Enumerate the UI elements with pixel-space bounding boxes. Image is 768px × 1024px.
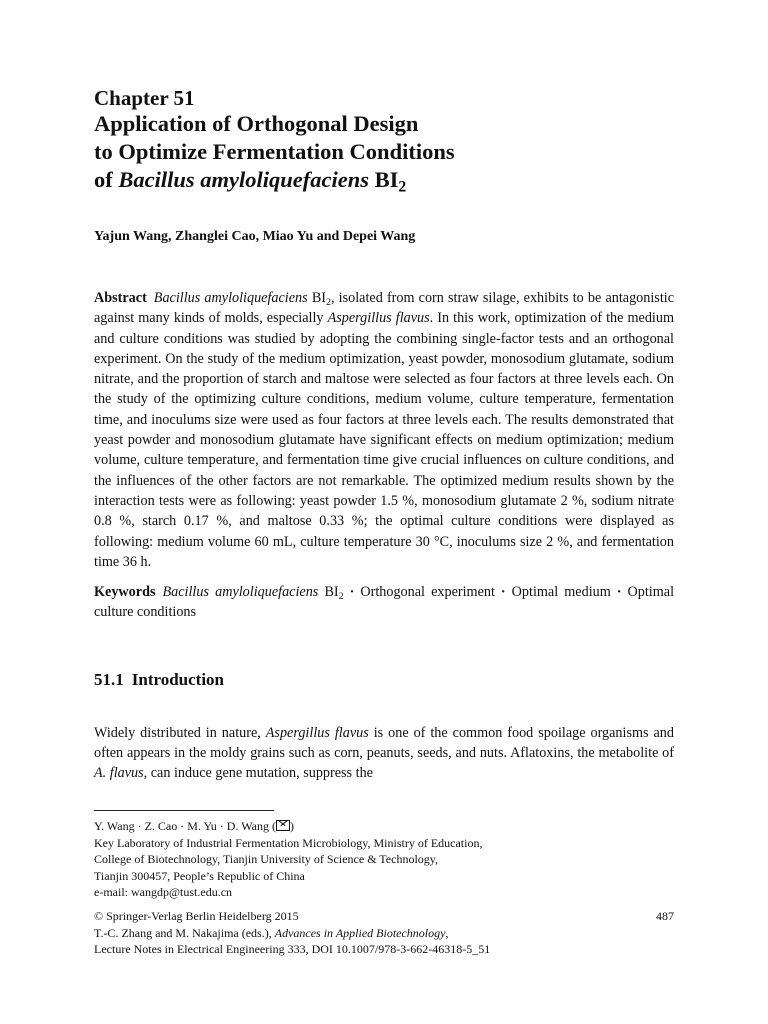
editors-names: T.-C. Zhang and M. Nakajima (eds.), <box>94 925 275 940</box>
keywords <box>94 582 674 623</box>
intro-mold-short: A. flavus <box>94 765 144 782</box>
title-organism: Bacillus amyloliquefaciens <box>118 167 369 192</box>
intro-mold: Aspergillus flavus <box>265 724 369 741</box>
copyright-line: © Springer-Verlag Berlin Heidelberg 2015 <box>94 909 299 923</box>
section-number: 51.1 <box>94 669 124 689</box>
title-strain-sub: 2 <box>398 178 407 196</box>
keyword-2: Orthogonal experiment <box>360 584 495 601</box>
keyword-strain-sub: 2 <box>338 591 344 603</box>
footnote-author-names: Y. Wang · Z. Cao · M. Yu · D. Wang ( <box>94 819 276 833</box>
title-strain: BI <box>374 167 399 192</box>
intro-text-2: is one of the common food spoilage organisms and often appears in the moldy grains such as corn, peanuts, seeds, and nuts. Aflatoxins, the metabolite of <box>94 724 674 762</box>
footnote-paren: ) <box>289 819 294 833</box>
copyright-block <box>94 908 674 958</box>
title-line-2: to Optimize Fermentation Conditions <box>94 139 455 164</box>
keywords-label: Keywords <box>94 584 156 601</box>
abstract-organism: Bacillus amyloliquefaciens <box>153 290 308 306</box>
author-list: Yajun Wang, Zhanglei Cao, Miao Yu and Depei Wang <box>94 229 416 244</box>
chapter-title <box>94 110 674 194</box>
footnote-authors <box>94 818 674 835</box>
copyright-row <box>94 908 674 925</box>
abstract-text-2: . In this work, optimization of the medium and culture conditions was studied by adopting the combining single-factor tests and an orthogonal experiment. On the study of the medium optimization, yeast powder, monosodium glutamate, sodium nitrate, and the proportion of starch and maltose were selected as four factors at three levels each. On the study of the optimizing culture conditions, medium volume, culture temperature, fermentation time, and inoculums size were used as four factors at three levels each. The results demonstrated that yeast powder and monosodium glutamate have significant effects on medium optimization; medium volume, culture temperature, and fermentation time give crucial influences on culture conditions, and the influences of the other factors are not remarkable. The optimized medium results shown by the interaction tests were as following: yeast powder 1.5 %, monosodium glutamate 2 %, sodium nitrate 0.8 %, starch 0.17 %, and maltose 0.33 %; the optimal culture conditions were displayed as following: medium volume 60 mL, culture temperature 30 °C, inoculums size 2 %, and fermentation time 36 h. <box>94 310 675 570</box>
keyword-organism: Bacillus amyloliquefaciens <box>162 584 319 601</box>
keyword-strain: BI <box>324 584 339 601</box>
page-body <box>94 86 674 784</box>
abstract <box>94 288 674 572</box>
keyword-4: Optimal culture conditions <box>94 584 675 621</box>
footnote-lab: Key Laboratory of Industrial Fermentation Microbiology, Ministry of Education, <box>94 835 483 850</box>
abstract-text-1: , isolated from corn straw silage, exhibits to be antagonistic against many kinds of molds, especially <box>94 290 675 327</box>
keyword-separator: · <box>349 584 355 601</box>
chapter-label: Chapter 51 <box>94 86 195 110</box>
title-prefix: of <box>94 167 119 192</box>
intro-text-1: Widely distributed in nature, <box>94 724 266 741</box>
footnote-address: Tianjin 300457, People’s Republic of China <box>94 868 305 883</box>
editors-line <box>94 925 674 942</box>
footnote-rule <box>94 810 274 811</box>
section-title: Introduction <box>131 669 225 689</box>
book-title: Advances in Applied Biotechnology <box>274 925 446 940</box>
title-line-3 <box>94 166 674 194</box>
author-affiliation-footnote <box>94 818 674 901</box>
abstract-label: Abstract <box>94 290 147 306</box>
editors-comma: , <box>445 925 449 940</box>
envelope-icon <box>276 820 290 831</box>
abstract-strain-sub: 2 <box>326 296 331 308</box>
keyword-separator: · <box>500 584 506 601</box>
keyword-3: Optimal medium <box>511 584 611 601</box>
intro-text-3: , can induce gene mutation, suppress the <box>143 765 373 782</box>
footnote-email: e-mail: wangdp@tust.edu.cn <box>94 885 233 899</box>
title-line-1: Application of Orthogonal Design <box>94 111 419 136</box>
intro-paragraph <box>94 723 674 784</box>
page-number: 487 <box>656 909 674 923</box>
keyword-separator: · <box>616 584 622 601</box>
abstract-mold: Aspergillus flavus <box>327 310 430 327</box>
section-heading <box>94 669 674 691</box>
series-doi-line: Lecture Notes in Electrical Engineering 333, DOI 10.1007/978-3-662-46318-5_51 <box>94 942 491 956</box>
abstract-strain: BI <box>311 290 327 306</box>
introduction <box>94 723 674 784</box>
footnote-college: College of Biotechnology, Tianjin University of Science & Technology, <box>94 852 439 866</box>
